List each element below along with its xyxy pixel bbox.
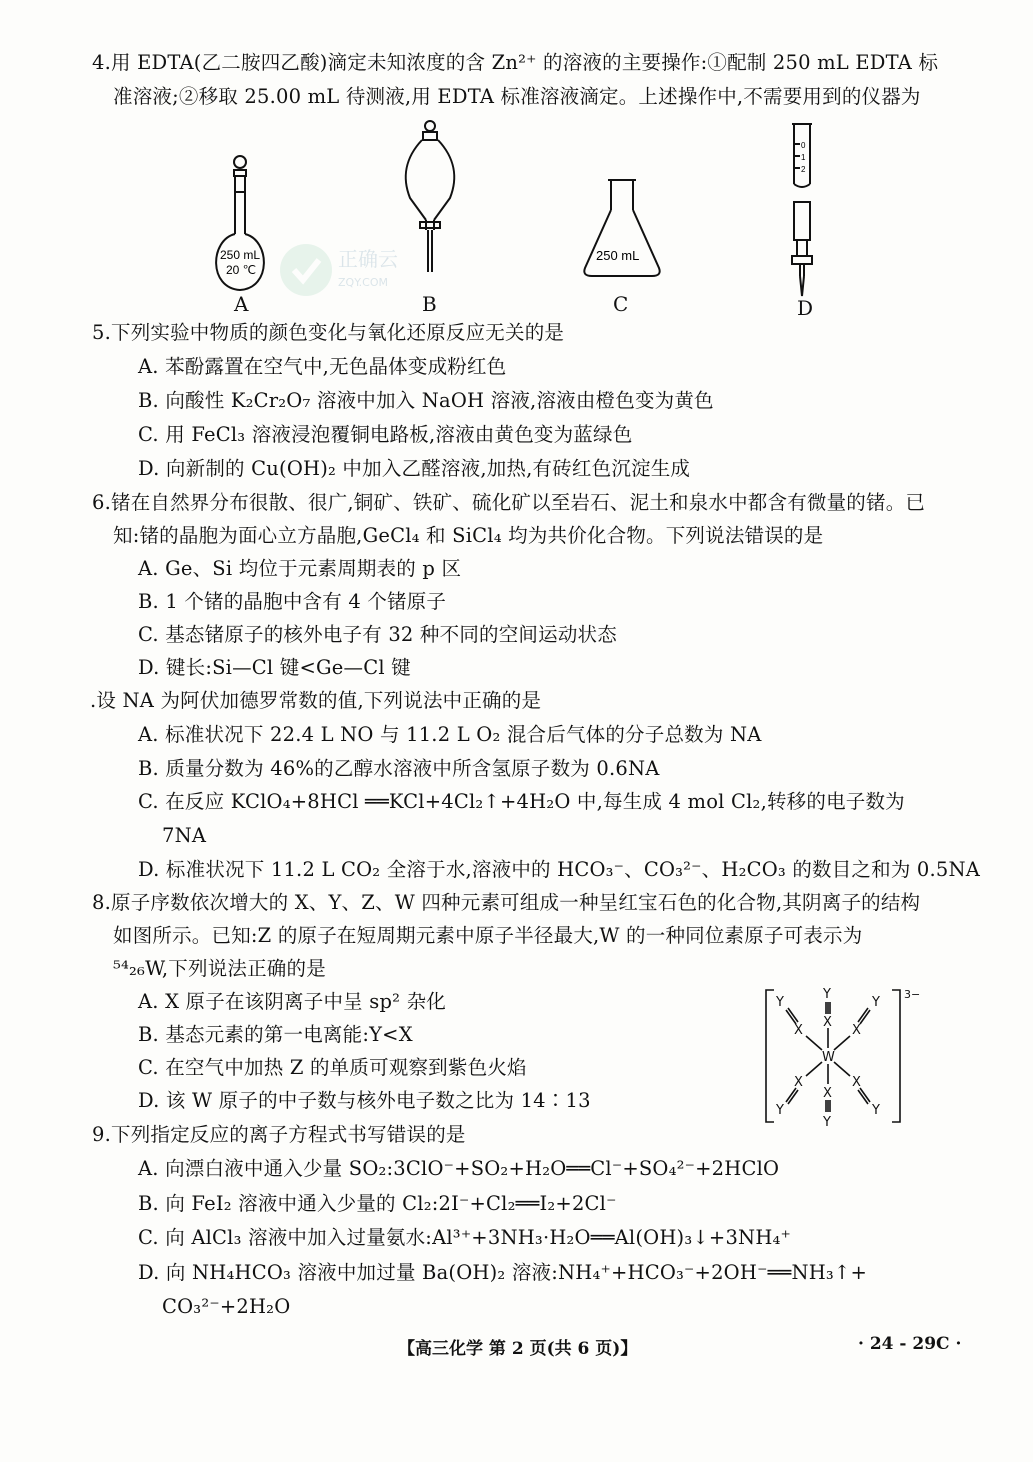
center-atom: W <box>822 1050 835 1065</box>
terminal-y-ul: Y <box>776 995 784 1010</box>
ligand-x-bottom: X <box>823 1086 832 1101</box>
q8-option-a: A. X 原子在该阴离子中呈 sp² 杂化 <box>138 990 446 1013</box>
apparatus-label-c: C <box>613 292 629 316</box>
ligand-x-ul: X <box>794 1023 803 1038</box>
q9-option-d: D. 向 NH₄HCO₃ 溶液中加过量 Ba(OH)₂ 溶液:NH₄⁺+HCO₃⁻+2OH⁻══NH₃↑+ <box>138 1261 868 1284</box>
q9-stem: 9.下列指定反应的离子方程式书写错误的是 <box>92 1123 466 1146</box>
q4-line1: 4.用 EDTA(乙二胺四乙酸)滴定未知浓度的含 Zn²⁺ 的溶液的主要操作:①配制 250 mL EDTA 标 <box>92 51 939 74</box>
terminal-y-lr: Y <box>872 1103 880 1118</box>
q9-option-c: C. 向 AlCl₃ 溶液中加入过量氨水:Al³⁺+3NH₃·H₂O══Al(OH)₃↓+3NH₄⁺ <box>138 1226 792 1249</box>
anion-structure <box>760 984 940 1134</box>
ligand-x-ur: X <box>852 1023 861 1038</box>
q8-line3: ⁵⁴₂₆W,下列说法正确的是 <box>113 957 326 980</box>
q6-line1: 6.锗在自然界分布很散、很广,铜矿、铁矿、硫化矿以至岩石、泥土和泉水中都含有微量的锗。已 <box>92 491 926 514</box>
q7-stem: .设 NA 为阿伏加德罗常数的值,下列说法中正确的是 <box>90 689 542 712</box>
apparatus-label-a: A <box>234 292 249 316</box>
terminal-y-ll: Y <box>776 1103 784 1118</box>
apparatus-label-d: D <box>797 296 814 320</box>
flask-a-marking1: 250 mL <box>220 248 261 262</box>
q6-option-a: A. Ge、Si 均位于元素周期表的 p 区 <box>138 557 462 580</box>
watermark-logo <box>272 232 432 307</box>
q8-line2: 如图所示。已知:Z 的原子在短周期元素中原子半径最大,W 的一种同位素原子可表示为 <box>113 924 863 947</box>
burette-scale-2: 2 <box>801 165 806 174</box>
q4-line2: 准溶液;②移取 25.00 mL 待测液,用 EDTA 标准溶液滴定。上述操作中,不需要用到的仪器为 <box>113 85 921 108</box>
q7-option-d: D. 标准状况下 11.2 L CO₂ 全溶于水,溶液中的 HCO₃⁻、CO₃²⁻、H₂CO₃ 的数目之和为 0.5NA <box>138 858 981 881</box>
q5-option-c: C. 用 FeCl₃ 溶液浸泡覆铜电路板,溶液由黄色变为蓝绿色 <box>138 423 633 446</box>
q5-option-d: D. 向新制的 Cu(OH)₂ 中加入乙醛溶液,加热,有砖红色沉淀生成 <box>138 457 691 480</box>
q5-stem: 5.下列实验中物质的颜色变化与氧化还原反应无关的是 <box>92 321 565 344</box>
q7-option-c: C. 在反应 KClO₄+8HCl ══KCl+4Cl₂↑+4H₂O 中,每生成 4 mol Cl₂,转移的电子数为 <box>138 790 905 813</box>
q6-option-b: B. 1 个锗的晶胞中含有 4 个锗原子 <box>138 590 447 613</box>
q7-option-b: B. 质量分数为 46%的乙醇水溶液中所含氢原子数为 0.6NA <box>138 757 660 780</box>
burette-scale-1: 1 <box>801 153 806 162</box>
q9-option-b: B. 向 FeI₂ 溶液中通入少量的 Cl₂:2I⁻+Cl₂══I₂+2Cl⁻ <box>138 1192 617 1215</box>
q6-option-c: C. 基态锗原子的核外电子有 32 种不同的空间运动状态 <box>138 623 617 646</box>
q7-option-a: A. 标准状况下 22.4 L NO 与 11.2 L O₂ 混合后气体的分子总数为 NA <box>138 723 762 746</box>
q9-option-a: A. 向漂白液中通入少量 SO₂:3ClO⁻+SO₂+H₂O══Cl⁻+SO₄²⁻+2HClO <box>138 1157 780 1180</box>
page-footer: 【高三化学 第 2 页(共 6 页)】 <box>398 1339 638 1359</box>
flask-c-marking: 250 mL <box>596 248 640 263</box>
anion-charge: 3− <box>904 988 921 1001</box>
watermark-sub: ZQY.COM <box>338 276 389 289</box>
watermark-text: 正确云 <box>338 247 398 271</box>
terminal-y-top: Y <box>823 987 831 1002</box>
ligand-x-ll: X <box>794 1075 803 1090</box>
ligand-x-top: X <box>823 1015 832 1030</box>
burette-scale-0: 0 <box>801 141 806 150</box>
q7-option-c-cont: 7NA <box>162 824 207 847</box>
terminal-y-bottom: Y <box>823 1115 831 1130</box>
q8-line1: 8.原子序数依次增大的 X、Y、Z、W 四种元素可组成一种呈红宝石色的化合物,其阴离子的结构 <box>92 891 921 914</box>
q6-line2: 知:锗的晶胞为面心立方晶胞,GeCl₄ 和 SiCl₄ 均为共价化合物。下列说法错误的是 <box>113 524 824 547</box>
q5-option-a: A. 苯酚露置在空气中,无色晶体变成粉红色 <box>138 355 507 378</box>
q8-option-d: D. 该 W 原子的中子数与核外电子数之比为 14∶13 <box>138 1089 591 1112</box>
page-code: · 24 - 29C · <box>858 1334 962 1354</box>
apparatus-label-b: B <box>422 292 437 316</box>
q8-option-c: C. 在空气中加热 Z 的单质可观察到紫色火焰 <box>138 1056 527 1079</box>
q9-option-d-cont: CO₃²⁻+2H₂O <box>162 1295 291 1318</box>
ligand-x-lr: X <box>852 1075 861 1090</box>
q5-option-b: B. 向酸性 K₂Cr₂O₇ 溶液中加入 NaOH 溶液,溶液由橙色变为黄色 <box>138 389 714 412</box>
flask-a-marking2: 20 ℃ <box>226 263 257 277</box>
terminal-y-ur: Y <box>872 995 880 1010</box>
q6-option-d: D. 键长:Si—Cl 键<Ge—Cl 键 <box>138 656 411 679</box>
q8-option-b: B. 基态元素的第一电离能:Y<X <box>138 1023 413 1046</box>
